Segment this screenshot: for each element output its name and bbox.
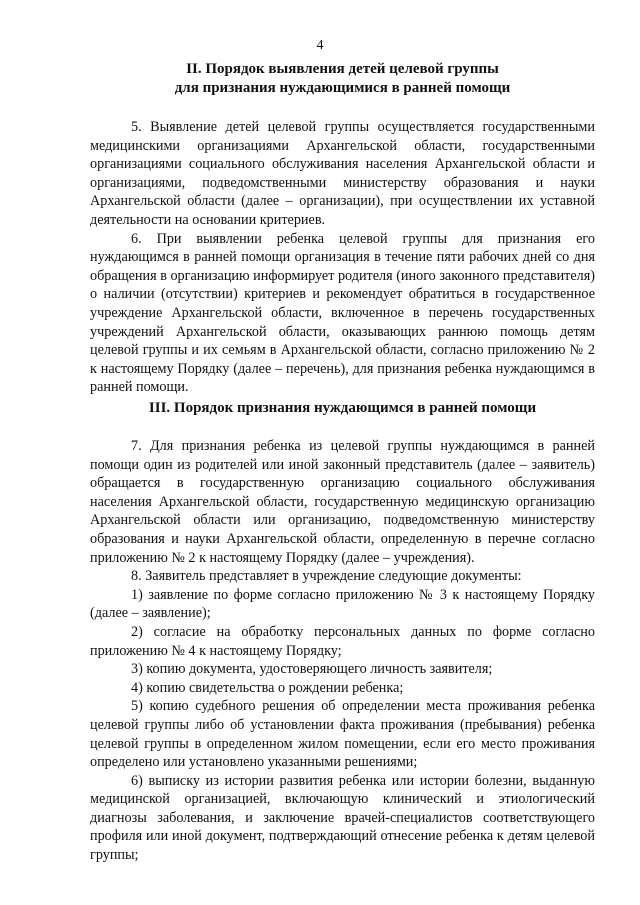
paragraph-7: 7. Для признания ребенка из целевой группы нуждающимся в ранней помощи один из родителей или иной законный представитель (далее – заявитель) обращается в государственную организацию социального обслуживания населения Архангельской области, государственную медицинскую организацию Архангельской области или организацию, подведомственную министерству образования и науки Архангельской области, определенную в перечне согласно приложению № 2 к настоящему Порядку (далее – учреждения). [90, 438, 595, 566]
section-3-heading: III. Порядок признания нуждающимся в ранней помощи [148, 400, 537, 416]
paragraph-6: 6. При выявлении ребенка целевой группы для признания его нуждающимся в ранней помощи организация в течение пяти рабочих дней со дня обращения в организацию информирует родителя (иного законного представителя) о наличии (отсутствии) критериев и рекомендует обратиться в государственное учреждение Архангельской области, включенное в перечень государственных учреждений Архангельской области, оказывающих раннюю помощь детям целевой группы и их семьям в Архангельской области, согласно приложению № 2 к настоящему Порядку (далее – перечень), для признания ребенка нуждающимся в ранней помощи. [90, 230, 595, 396]
section-3-body [90, 437, 595, 865]
list-item-3: 3) копию документа, удостоверяющего личность заявителя; [131, 661, 493, 678]
paragraph-5: 5. Выявление детей целевой группы осуществляется государственными медицинскими организациями Архангельской области, государственными организациями социального обслуживания населения Архангельской области и организациями, подведомственными министерству образования и науки Архангельской области (далее – организации), при осуществлении их уставной деятельности на основании критериев. [90, 119, 595, 228]
section-2-body [90, 118, 595, 397]
list-item-1: 1) заявление по форме согласно приложению № 3 к настоящему Порядку (далее – заявление); [90, 586, 595, 622]
list-item-2: 2) согласие на обработку персональных данных по форме согласно приложению № 4 к настоящему Порядку; [90, 623, 595, 659]
paragraph-8: 8. Заявитель представляет в учреждение следующие документы: [131, 568, 522, 585]
page-number: 4 [316, 38, 324, 53]
section-2-title-line-1: II. Порядок выявления детей целевой группы [186, 61, 499, 77]
list-item-4: 4) копию свидетельства о рождении ребенка; [131, 679, 404, 696]
list-item-5: 5) копию судебного решения об определении места проживания ребенка целевой группы либо об установлении факта проживания (пребывания) ребенка целевой группы в определенном жилом помещении, если его место проживания определено или установлено указанными решениями; [90, 698, 595, 771]
section-2-heading [90, 60, 595, 98]
list-item-6: 6) выписку из истории развития ребенка или истории болезни, выданную медицинской организацией, включающую клинический и этиологический диагнозы заболевания, и заключение врачей-специалистов соответствующего профиля или иной документ, подтверждающий отнесение ребенка к детям целевой группы; [90, 772, 595, 864]
section-2-title-line-2: для признания нуждающимися в ранней помощи [174, 80, 511, 96]
